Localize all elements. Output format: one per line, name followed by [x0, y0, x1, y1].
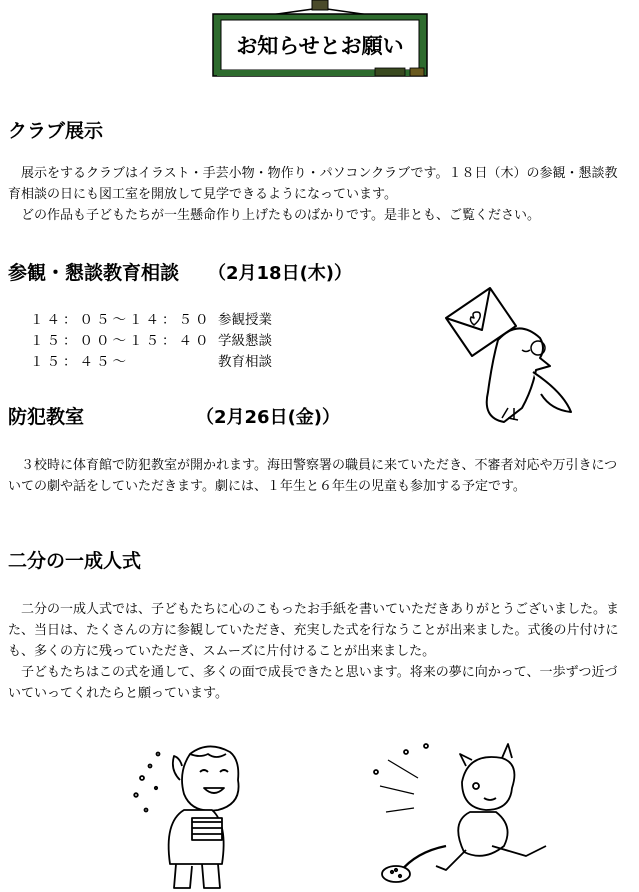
crime-prevention-date: （2月26日(金)） [196, 407, 341, 428]
club-paragraph-2: どの作品も子どもたちが一生懸命作り上げたものばかりです。是非とも、ご覧ください。 [21, 208, 540, 223]
bird-with-letter-illustration [438, 280, 568, 425]
schedule-row [30, 352, 272, 373]
schedule-row [30, 331, 272, 352]
club-exhibit-heading: クラブ展示 [8, 120, 104, 142]
ceremony-paragraph-1: 二分の一成人式では、子どもたちに心のこもったお手紙を書いていただきありがとうございました。また、当日は、たくさんの方に参観していただき、充実した式を行なうことが出来ました。式後の片付けにも、多くの方に残っていただき、スムーズに片付けることが出来ました。 [8, 602, 620, 659]
visit-heading: 参観・懇談教育相談 [8, 262, 180, 284]
schedule-event: 参観授業 [218, 312, 272, 328]
schedule-time: １５：４５～ [30, 354, 129, 370]
crime-prevention-paragraph: ３校時に体育館で防犯教室が開かれます。海田警察署の職員に来ていただき、不審者対応や万引きについての劇や話をしていただきます。劇には、１年生と６年生の児童も参加する予定です。 [8, 458, 618, 494]
schedule-row [30, 310, 272, 331]
boy-throwing-beans-illustration [128, 740, 268, 890]
crime-prevention-heading: 防犯教室 [8, 406, 85, 428]
schedule-event: 教育相談 [218, 354, 272, 370]
ceremony-body [8, 599, 630, 704]
signboard-title: お知らせとお願い [236, 34, 404, 58]
visit-date: （2月18日(木)） [208, 263, 353, 284]
ceremony-heading: 二分の一成人式 [8, 550, 142, 572]
club-paragraph-1: 展示をするクラブはイラスト・手芸小物・物作り・パソコンクラブです。１８日（木）の参観・懇談教育相談の日にも図工室を開放して見学できるようになっています。 [8, 166, 618, 202]
notice-signboard [205, 0, 435, 86]
ceremony-paragraph-2: 子どもたちはこの式を通して、多くの面で成長できたと思います。将来の夢に向かって、一歩ずつ近づいていってくれたらと願っています。 [8, 665, 618, 701]
club-exhibit-body [8, 163, 630, 226]
schedule-time: １５：００～１５：４０ [30, 333, 212, 349]
schedule-time: １４：０５～１４：５０ [30, 312, 212, 328]
schedule-event: 学級懇談 [218, 333, 272, 349]
oni-running-away-illustration [366, 742, 566, 892]
